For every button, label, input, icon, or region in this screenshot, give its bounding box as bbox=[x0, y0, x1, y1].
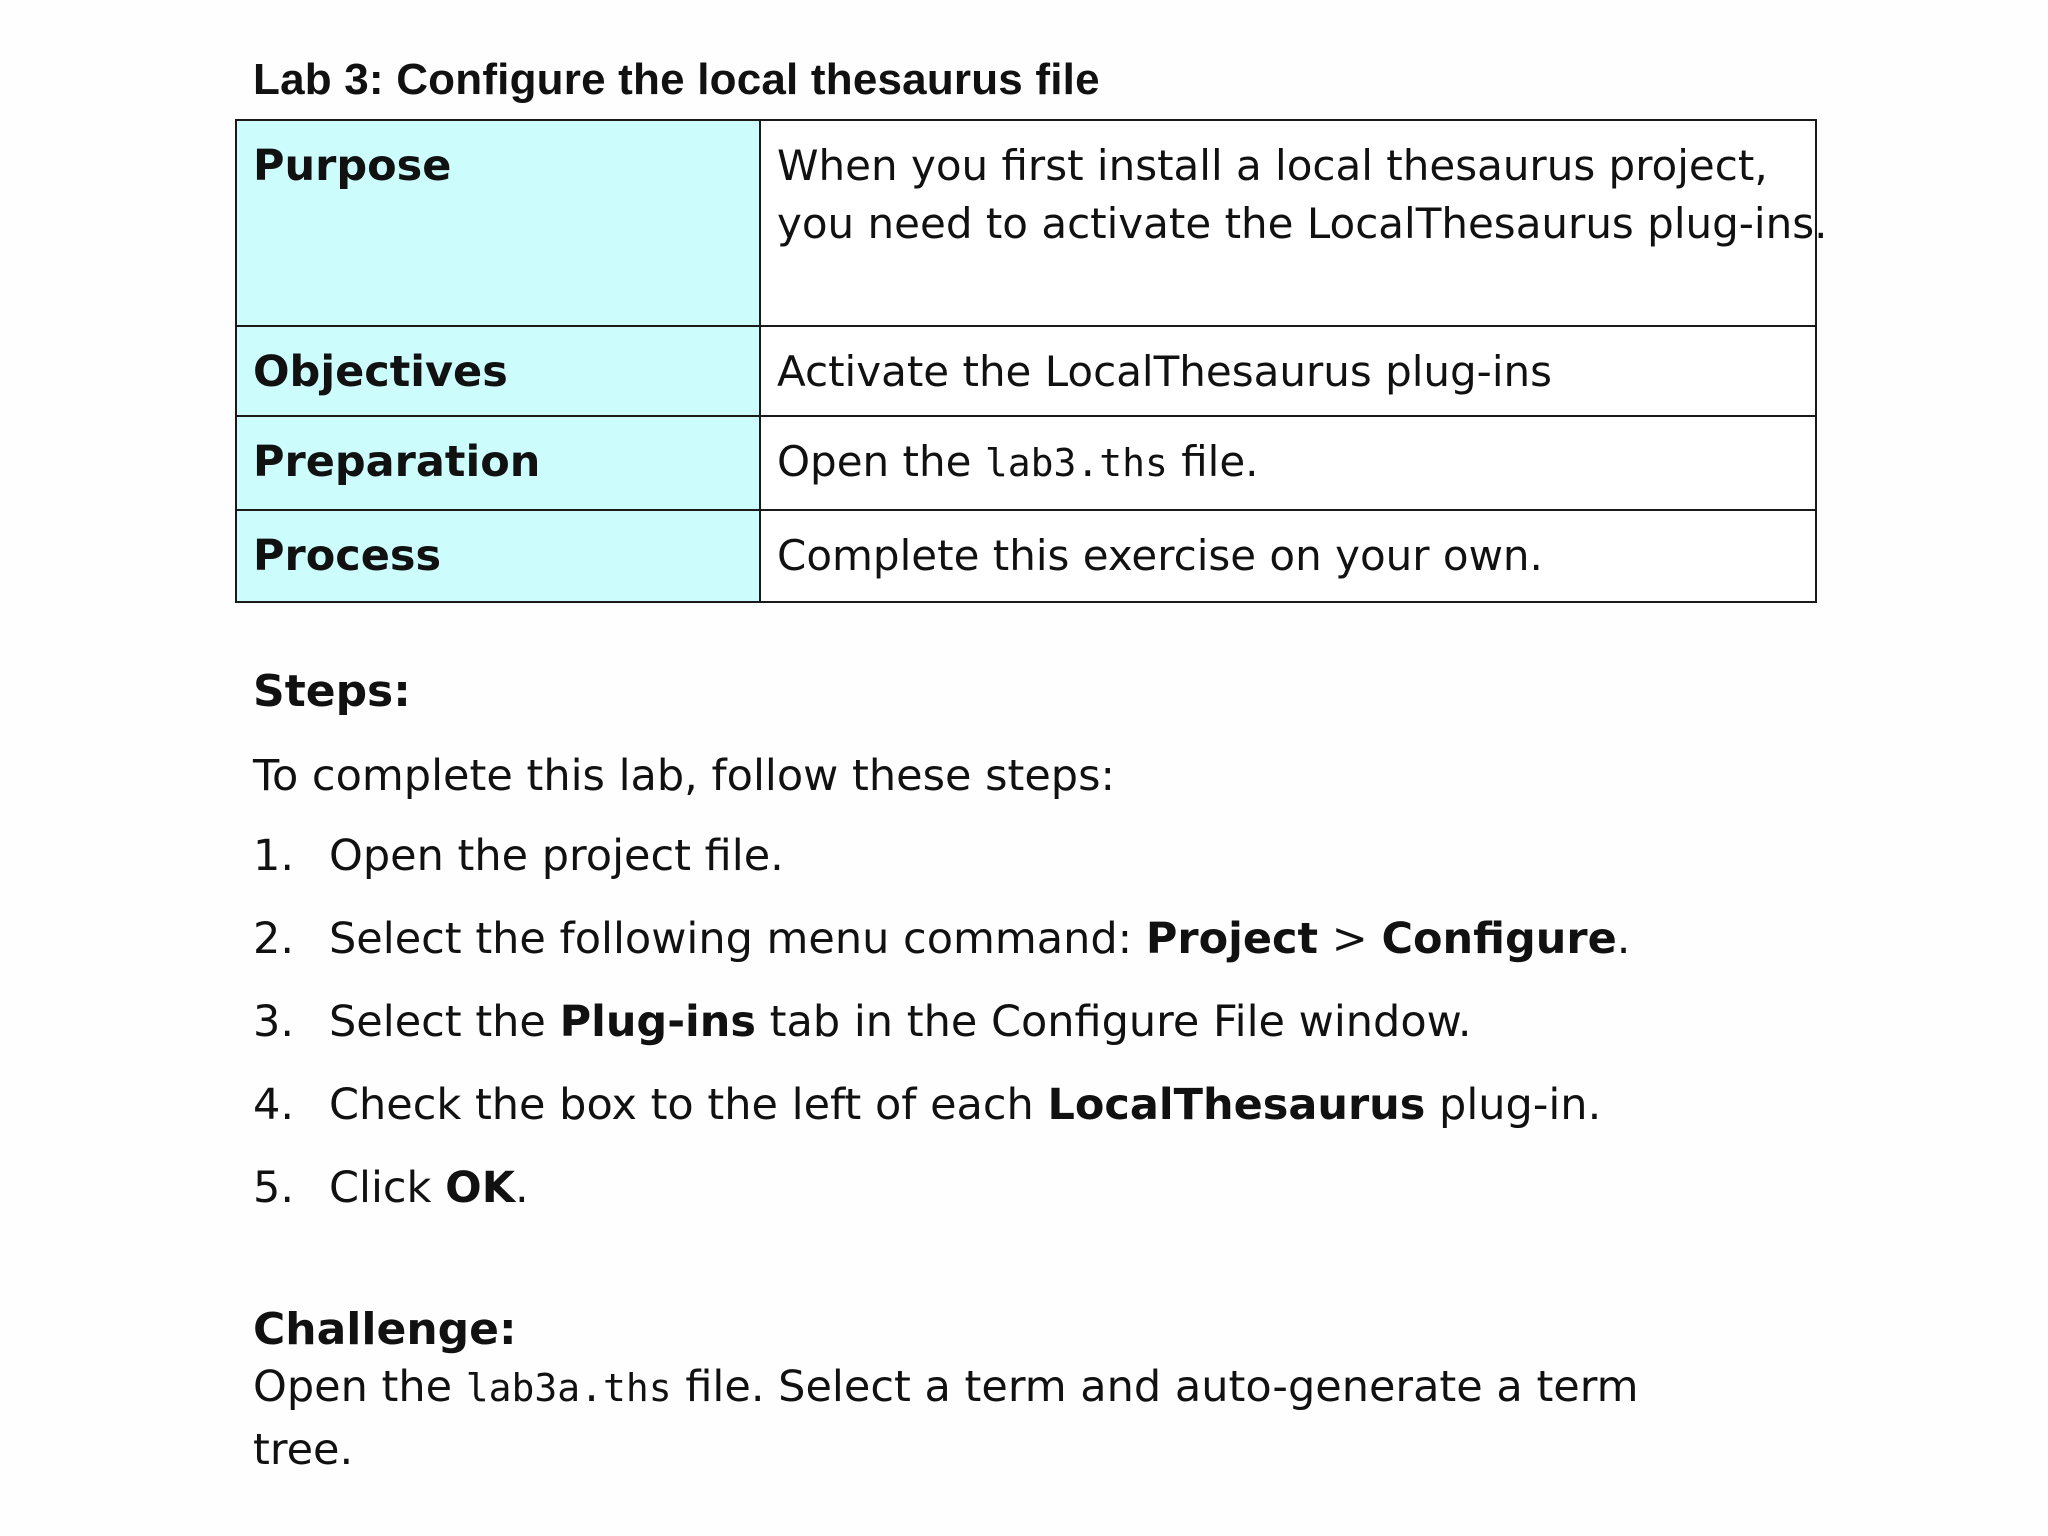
step-text bbox=[329, 911, 1630, 994]
challenge-text-after: file. Select a term and auto-generate a term tree. bbox=[253, 1362, 1639, 1475]
challenge-filename: lab3a.ths bbox=[465, 1366, 672, 1410]
preparation-text-after: file. bbox=[1167, 437, 1259, 486]
step-text-part: Click bbox=[329, 1163, 446, 1213]
ok-label: OK bbox=[445, 1163, 516, 1213]
step-2 bbox=[253, 911, 1630, 994]
step-text-part: Check the box to the left of each bbox=[329, 1080, 1048, 1130]
step-text bbox=[329, 828, 784, 911]
localthesaurus-label: LocalThesaurus bbox=[1047, 1080, 1426, 1130]
purpose-value: When you first install a local thesaurus project, you need to activate the LocalThesaurus plug-ins. bbox=[777, 141, 1828, 248]
step-number: 3. bbox=[253, 997, 295, 1047]
step-text-part: Select the following menu command: bbox=[329, 914, 1146, 964]
preparation-value bbox=[761, 417, 1815, 492]
step-text-part: . bbox=[515, 1163, 529, 1213]
menu-separator: > bbox=[1318, 914, 1382, 964]
purpose-label: Purpose bbox=[253, 141, 452, 191]
step-number: 4. bbox=[253, 1080, 295, 1130]
step-text bbox=[329, 1160, 529, 1243]
step-text-part: tab in the Configure File window. bbox=[756, 997, 1472, 1047]
table-row-objectives bbox=[236, 326, 1816, 416]
step-text-part: Select the bbox=[329, 997, 560, 1047]
table-row-process bbox=[236, 510, 1816, 602]
plugins-tab-label: Plug-ins bbox=[559, 997, 757, 1047]
table-row-preparation bbox=[236, 416, 1816, 510]
step-text bbox=[329, 994, 1472, 1077]
step-text-part: . bbox=[1616, 914, 1631, 964]
step-text bbox=[329, 1077, 1601, 1160]
table-row-purpose bbox=[236, 120, 1816, 326]
step-number: 5. bbox=[253, 1163, 295, 1213]
process-label: Process bbox=[253, 531, 442, 581]
objectives-label: Objectives bbox=[253, 347, 508, 397]
process-value: Complete this exercise on your own. bbox=[777, 531, 1543, 580]
lab-info-table bbox=[235, 119, 1828, 603]
challenge-heading: Challenge: bbox=[253, 1304, 517, 1355]
step-number: 1. bbox=[253, 831, 295, 881]
menu-project-label: Project bbox=[1145, 914, 1319, 964]
steps-heading: Steps: bbox=[253, 666, 411, 717]
step-1 bbox=[253, 828, 1630, 911]
preparation-label: Preparation bbox=[253, 437, 541, 487]
steps-list bbox=[253, 828, 1630, 1243]
step-text-part: plug-in. bbox=[1425, 1080, 1602, 1130]
objectives-value: Activate the LocalThesaurus plug-ins bbox=[777, 347, 1553, 396]
step-5 bbox=[253, 1160, 1630, 1243]
challenge-text-before: Open the bbox=[253, 1362, 466, 1412]
step-number: 2. bbox=[253, 914, 295, 964]
challenge-text bbox=[253, 1356, 1693, 1481]
step-4 bbox=[253, 1077, 1630, 1160]
lab-title: Lab 3: Configure the local thesaurus file bbox=[253, 55, 1100, 104]
preparation-text-before: Open the bbox=[777, 437, 985, 486]
step-text-part: Open the project file. bbox=[329, 831, 784, 881]
menu-configure-label: Configure bbox=[1381, 914, 1617, 964]
step-3 bbox=[253, 994, 1630, 1077]
steps-intro: To complete this lab, follow these steps: bbox=[253, 751, 1115, 801]
preparation-filename: lab3.ths bbox=[984, 441, 1168, 485]
